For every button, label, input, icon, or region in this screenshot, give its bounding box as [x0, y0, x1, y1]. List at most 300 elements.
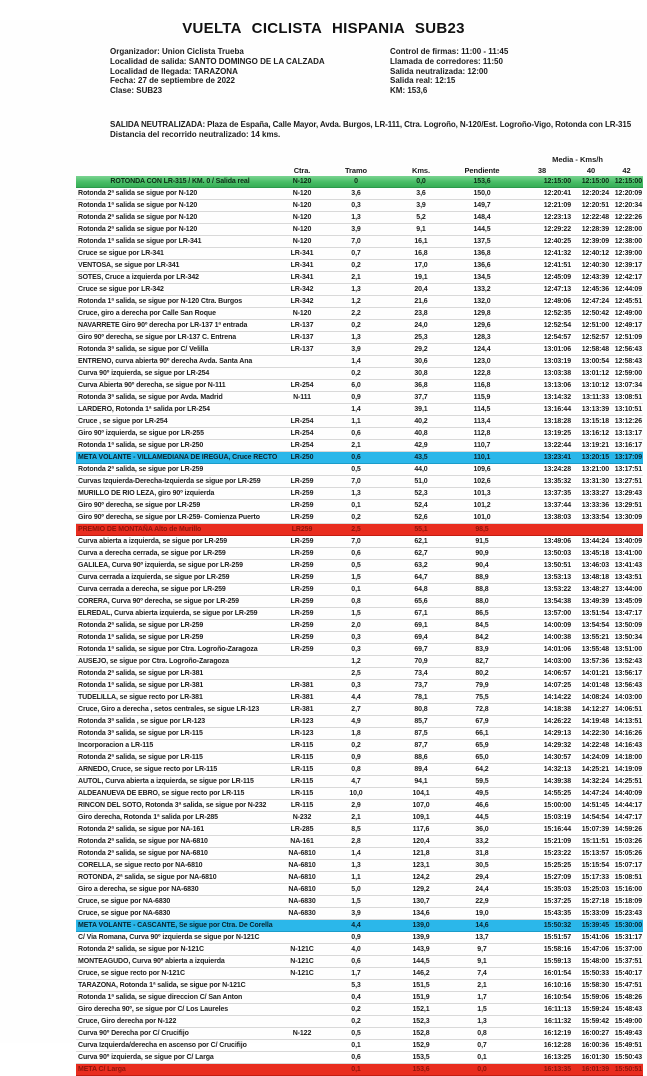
table-row [76, 572, 643, 584]
cell-pend: 114,5 [473, 405, 491, 413]
cell-t42: 15:50:43 [614, 1053, 642, 1061]
cell-pend: 1,3 [477, 1017, 487, 1025]
cell-ctra: N-121C [290, 957, 314, 965]
table-row [76, 764, 643, 776]
cell-ctra: N-120 [292, 225, 312, 233]
cell-t40: 14:08:24 [581, 693, 609, 701]
cell-t40: 13:01:12 [581, 369, 609, 377]
cell-t40: 15:15:54 [581, 861, 609, 869]
cell-ctra: LR-259 [290, 537, 314, 545]
cell-ctra: LR-342 [290, 297, 314, 305]
cell-kms: 52,6 [414, 513, 428, 521]
cell-t40: 13:13:39 [581, 405, 609, 413]
cell-t38: 15:21:09 [543, 837, 571, 845]
cell-t42: 15:37:51 [614, 957, 642, 965]
cell-kms: 30,6 [414, 357, 428, 365]
cell-t40: 15:07:39 [581, 825, 609, 833]
cell-kms: 152,9 [412, 1041, 430, 1049]
table-row [76, 200, 643, 212]
table-row [76, 800, 643, 812]
cell-tramo: 4,4 [351, 693, 361, 701]
cell-t38: 13:50:51 [543, 561, 571, 569]
table-row [76, 872, 643, 884]
cell-t42: 13:51:00 [614, 645, 642, 653]
cell-tramo: 2,5 [351, 525, 361, 533]
cell-ctra: LR-259 [290, 549, 314, 557]
cell-desc: Giro 90º izquierda, se sigue por LR-255 [78, 429, 204, 437]
table-row [76, 536, 643, 548]
table-row [76, 224, 643, 236]
cell-pend: 9,1 [477, 957, 487, 965]
cell-kms: 44,0 [414, 465, 428, 473]
race-info [0, 47, 647, 96]
cell-desc: Rotonda 2ª salida, se sigue por NA-161 [78, 825, 204, 833]
cell-t38: 12:54:57 [543, 333, 571, 341]
cell-desc: TARAZONA, Rotonda 1ª salida, se sigue por N-121C [78, 981, 246, 989]
cell-t38: 16:12:28 [543, 1041, 571, 1049]
race-info-left [110, 47, 390, 96]
cell-t38: 13:13:06 [543, 381, 571, 389]
cell-t40: 15:39:45 [581, 921, 609, 929]
cell-t42: 15:05:26 [614, 849, 642, 857]
cell-tramo: 0,3 [351, 681, 361, 689]
cell-kms: 143,9 [412, 945, 430, 953]
cell-desc: Rotonda 2ª salida, se sigue por N-121C [78, 945, 204, 953]
cell-desc: Rotonda 1ª salida, se sigue por N-120 Ctra. Burgos [78, 297, 243, 305]
cell-tramo: 0,8 [351, 765, 361, 773]
cell-t38: 15:00:00 [543, 801, 571, 809]
cell-t38: 15:23:22 [543, 849, 571, 857]
table-row [76, 332, 643, 344]
cell-t40: 13:20:15 [581, 453, 609, 461]
table-row [76, 776, 643, 788]
cell-t42: 13:13:17 [614, 429, 642, 437]
cell-t40: 16:00:27 [581, 1029, 609, 1037]
cell-t42: 13:17:51 [614, 465, 642, 473]
table-row [76, 860, 643, 872]
cell-t42: 14:18:00 [614, 753, 642, 761]
cell-t42: 13:16:17 [614, 441, 642, 449]
cell-tramo: 0,5 [351, 1029, 361, 1037]
table-row [76, 716, 643, 728]
table-row [76, 236, 643, 248]
cell-kms: 20,4 [414, 285, 428, 293]
cell-t40: 15:59:06 [581, 993, 609, 1001]
cell-pend: 88,8 [475, 585, 489, 593]
cell-t38: 15:35:03 [543, 885, 571, 893]
cell-t42: 13:44:00 [614, 585, 642, 593]
cell-t42: 12:44:09 [614, 285, 642, 293]
cell-ctra: NA-6830 [288, 909, 316, 917]
cell-kms: 63,2 [414, 561, 428, 569]
cell-desc: Cruce, se sigue por NA-6830 [78, 909, 171, 917]
table-row [76, 1016, 643, 1028]
col-header-pendiente: Pendiente [464, 165, 500, 175]
cell-pend: 122,8 [473, 369, 491, 377]
cell-t40: 14:25:21 [581, 765, 609, 773]
cell-desc: Rotonda 1ª salida, se sigue por LR-259 [78, 633, 204, 641]
cell-desc: SOTES, Cruce a izquierda por LR-342 [78, 273, 199, 281]
table-row [76, 680, 643, 692]
table-row [76, 632, 643, 644]
cell-t40: 12:52:57 [581, 333, 609, 341]
cell-desc: ENTRENO, curva abierta 90º derecha Avda. Santa Ana [78, 357, 253, 365]
cell-ctra: LR-259 [290, 585, 314, 593]
table-row [76, 1028, 643, 1040]
cell-ctra: LR-123 [290, 729, 314, 737]
cell-ctra: NA-6810 [288, 849, 316, 857]
table-row [76, 1064, 643, 1076]
cell-desc: ROTONDA CON LR-315 / KM. 0 / Salida real [110, 177, 250, 185]
table-row [76, 788, 643, 800]
cell-t38: 15:59:13 [543, 957, 571, 965]
cell-t42: 13:07:34 [614, 381, 642, 389]
cell-desc: Cruce, giro a derecha por Calle San Roque [78, 309, 216, 317]
cell-t42: 12:56:43 [614, 345, 642, 353]
cell-t40: 15:11:51 [582, 837, 609, 845]
cell-t38: 15:50:32 [543, 921, 571, 929]
table-row [76, 692, 643, 704]
cell-t38: 13:23:41 [543, 453, 571, 461]
cell-kms: 16,8 [414, 249, 428, 257]
cell-pend: 148,4 [473, 213, 491, 221]
cell-ctra: LR-381 [290, 693, 314, 701]
table-row [76, 476, 643, 488]
cell-t42: 12:15:00 [614, 177, 642, 185]
cell-kms: 3,9 [416, 201, 426, 209]
cell-t42: 15:49:00 [614, 1017, 642, 1025]
cell-t42: 12:39:00 [614, 249, 642, 257]
cell-kms: 144,5 [412, 957, 430, 965]
cell-tramo: 0,4 [351, 993, 361, 1001]
cell-pend: 80,2 [475, 669, 489, 677]
table-row [76, 1052, 643, 1064]
cell-pend: 110,7 [473, 441, 491, 449]
neutralized-route: SALIDA NEUTRALIZADA: Plaza de España, Calle Mayor, Avda. Burgos, LR-111, Ctra. Logroño, N-120/Est. Logroño-Vigo, Rotonda con LR-315 [110, 119, 632, 129]
cell-pend: 13,7 [475, 933, 489, 941]
cell-t40: 12:43:39 [581, 273, 609, 281]
cell-pend: 67,9 [475, 717, 489, 725]
cell-kms: 107,0 [412, 801, 430, 809]
cell-kms: 151,5 [412, 981, 430, 989]
cell-t42: 12:58:43 [614, 357, 642, 365]
table-row [76, 488, 643, 500]
cell-kms: 39,1 [414, 405, 428, 413]
cell-pend: 115,9 [473, 393, 491, 401]
cell-t42: 14:13:51 [614, 717, 642, 725]
cell-desc: Rotonda 1ª salida, se sigue por LR-250 [78, 441, 204, 449]
col-header-tramo: Tramo [344, 165, 367, 175]
cell-tramo: 0,8 [351, 597, 361, 605]
cell-tramo: 1,1 [351, 873, 361, 881]
cell-kms: 152,3 [412, 1017, 430, 1025]
cell-desc: AUTOL, Curva abierta a izquierda, se sigue por LR-115 [78, 777, 254, 785]
cell-ctra: LR-115 [290, 753, 314, 761]
cell-desc: NAVARRETE Giro 90º derecha por LR-137 1ª entrada [78, 321, 248, 329]
cell-kms: 51,0 [414, 477, 428, 485]
cell-t42: 13:40:09 [614, 537, 642, 545]
cell-tramo: 0,2 [351, 513, 361, 521]
cell-t38: 13:53:13 [543, 573, 571, 581]
cell-t38: 12:45:09 [543, 273, 571, 281]
cell-t42: 13:41:00 [614, 549, 642, 557]
table-row [76, 932, 643, 944]
cell-desc: Curva 90º izquierda, se sigue por LR-254 [78, 369, 210, 377]
cell-t42: 14:06:51 [614, 705, 642, 713]
cell-t42: 13:10:51 [614, 405, 642, 413]
cell-desc: Giro 90º derecha, se sigue por LR-259 [78, 501, 201, 509]
cell-tramo: 1,5 [351, 897, 361, 905]
cell-ctra: LR-341 [290, 249, 314, 257]
cell-desc: Curva 90º izquierda, se sigue por C/ Larga [78, 1053, 214, 1061]
cell-tramo: 0,6 [351, 1053, 361, 1061]
cell-t42: 13:30:09 [614, 513, 642, 521]
cell-ctra: N-120 [292, 189, 312, 197]
cell-kms: 5,2 [416, 213, 426, 221]
cell-ctra: N-120 [292, 309, 312, 317]
table-row [76, 248, 643, 260]
cell-desc: AUSEJO, se sigue por Ctra. Logroño-Zaragoza [78, 657, 229, 665]
cell-t40: 15:59:24 [581, 1005, 609, 1013]
cell-t38: 14:39:38 [543, 777, 571, 785]
cell-ctra: LR-259 [290, 645, 314, 653]
cell-tramo: 7,0 [351, 477, 361, 485]
cell-pend: 86,5 [475, 609, 489, 617]
cell-kms: 87,5 [414, 729, 428, 737]
cell-t38: 15:43:35 [543, 909, 571, 917]
cell-t42: 13:17:09 [614, 453, 642, 461]
cell-kms: 152,1 [412, 1005, 430, 1013]
cell-kms: 65,6 [414, 597, 428, 605]
cell-t40: 14:12:27 [581, 705, 609, 713]
cell-t38: 12:52:35 [543, 309, 571, 317]
cell-pend: 0,0 [477, 1065, 487, 1073]
table-row [76, 272, 643, 284]
cell-tramo: 8,5 [351, 825, 361, 833]
cell-t38: 13:14:32 [543, 393, 571, 401]
cell-t38: 12:20:41 [543, 189, 571, 197]
cell-tramo: 0,7 [351, 249, 361, 257]
cell-pend: 1,7 [477, 993, 487, 1001]
col-header-ctra: Ctra. [293, 165, 311, 175]
cell-t38: 14:03:00 [543, 657, 571, 665]
cell-ctra: NA-6810 [288, 885, 316, 893]
cell-t40: 13:15:18 [581, 417, 609, 425]
cell-t38: 16:10:54 [543, 993, 571, 1001]
cell-kms: 62,7 [414, 549, 428, 557]
cell-desc: Rotonda 2ª salida, se sigue por LR-115 [78, 753, 203, 761]
cell-desc: META VOLANTE - CASCANTE, Se sigue por Ctra. De Corella [78, 921, 273, 929]
cell-t42: 14:47:17 [614, 813, 642, 821]
cell-t40: 12:15:00 [581, 177, 609, 185]
table-row [76, 944, 643, 956]
cell-t42: 13:56:17 [614, 669, 642, 677]
cell-pend: 112,8 [473, 429, 491, 437]
cell-tramo: 3,6 [351, 189, 361, 197]
cell-desc: Rotonda 1ª salida, se sigue direccion C/ San Anton [78, 993, 243, 1001]
cell-desc: Giro 90º derecha, se sigue por LR-259- Comienza Puerto [78, 513, 260, 521]
cell-t40: 12:51:00 [581, 321, 609, 329]
cell-t40: 13:19:21 [581, 441, 609, 449]
info-real-start: Salida real: 12:15 [390, 76, 456, 86]
cell-t42: 12:20:09 [614, 189, 642, 197]
cell-t38: 13:16:44 [543, 405, 571, 413]
cell-pend: 116,8 [473, 381, 491, 389]
cell-t42: 13:27:51 [614, 477, 642, 485]
table-row [76, 752, 643, 764]
cell-t38: 13:38:03 [543, 513, 571, 521]
cell-tramo: 0,2 [351, 261, 361, 269]
table-row [76, 740, 643, 752]
cell-ctra: LR-115 [290, 765, 314, 773]
table-row [76, 380, 643, 392]
cell-t38: 13:57:00 [543, 609, 571, 617]
cell-t38: 13:49:06 [543, 537, 571, 545]
cell-desc: Rotonda 2ª salida, se sigue por NA-6810 [78, 849, 208, 857]
cell-t42: 15:16:00 [614, 885, 642, 893]
cell-pend: 136,6 [473, 261, 491, 269]
cell-desc: Giro 90º derecha, se sigue por LR-137 C. Entrena [78, 333, 237, 341]
cell-t42: 15:23:43 [614, 909, 642, 917]
cell-ctra: LR-259 [290, 621, 314, 629]
cell-pend: 129,8 [473, 309, 491, 317]
cell-t42: 15:48:26 [614, 993, 642, 1001]
cell-kms: 30,8 [414, 369, 428, 377]
cell-desc: META VOLANTE - VILLAMEDIANA DE IREGUA, Cruce RECTO [78, 453, 278, 461]
col-header-42: 42 [622, 165, 631, 175]
cell-t40: 13:33:36 [581, 501, 609, 509]
cell-tramo: 1,5 [351, 573, 361, 581]
cell-t40: 14:24:09 [581, 753, 609, 761]
cell-ctra: LR-254 [290, 381, 314, 389]
cell-pend: 132,0 [473, 297, 491, 305]
cell-pend: 0,8 [477, 1029, 487, 1037]
cell-desc: Rotonda 3ª salida, se sigue por LR-115 [78, 729, 203, 737]
cell-pend: 9,7 [477, 945, 487, 953]
cell-desc: PREMIO DE MONTAÑA Alto de Murillo [78, 525, 202, 533]
cell-kms: 36,8 [414, 381, 428, 389]
cell-kms: 69,4 [414, 633, 428, 641]
cell-pend: 123,0 [473, 357, 491, 365]
table-row [76, 1040, 643, 1052]
cell-tramo: 0,6 [351, 957, 361, 965]
cell-t40: 12:28:39 [581, 225, 609, 233]
cell-tramo: 7,0 [351, 537, 361, 545]
cell-ctra: LR-115 [290, 777, 314, 785]
cell-tramo: 7,0 [351, 237, 361, 245]
cell-desc: Rotonda 1ª salida, se sigue por Ctra. Logroño-Zaragoza [78, 645, 258, 653]
table-row [76, 440, 643, 452]
cell-t40: 13:48:27 [581, 585, 609, 593]
cell-tramo: 2,0 [351, 621, 361, 629]
cell-kms: 73,4 [414, 669, 428, 677]
cell-t38: 12:52:54 [543, 321, 571, 329]
cell-tramo: 2,2 [351, 309, 361, 317]
cell-desc: Curva Abierta 90º derecha, se sigue por N-111 [78, 381, 226, 389]
cell-t42: 12:59:00 [614, 369, 642, 377]
cell-t40: 15:58:30 [581, 981, 609, 989]
cell-kms: 153,5 [412, 1053, 430, 1061]
cell-t38: 13:54:38 [543, 597, 571, 605]
table-row [76, 1004, 643, 1016]
cell-pend: 90,4 [475, 561, 489, 569]
cell-desc: LARDERO, Rotonda 1ª salida por LR-254 [78, 405, 210, 413]
table-row [76, 956, 643, 968]
table-row [76, 524, 643, 536]
cell-desc: Rotonda 1ª salida, se sigue por LR-381 [78, 681, 204, 689]
table-row [76, 608, 643, 620]
cell-pend: 90,9 [475, 549, 489, 557]
cell-pend: 88,9 [475, 573, 489, 581]
table-row [76, 596, 643, 608]
cell-pend: 59,5 [475, 777, 489, 785]
cell-pend: 65,0 [475, 753, 489, 761]
cell-tramo: 5,0 [351, 885, 361, 893]
cell-desc: Cruce, se sigue recto por N-121C [78, 969, 185, 977]
info-date: Fecha: 27 de septiembre de 2022 [110, 76, 235, 86]
cell-desc: Rotonda 2ª salida, se sigue por LR-381 [78, 669, 204, 677]
cell-tramo: 1,4 [351, 849, 361, 857]
cell-kms: 85,7 [414, 717, 428, 725]
cell-t40: 13:55:21 [581, 633, 609, 641]
cell-t42: 15:31:17 [614, 933, 642, 941]
cell-desc: Rotonda 3ª salida , se sigue por LR-123 [78, 717, 206, 725]
cell-kms: 69,1 [414, 621, 428, 629]
cell-tramo: 1,2 [351, 657, 361, 665]
table-row [76, 260, 643, 272]
table-row [76, 452, 643, 464]
cell-kms: 73,7 [414, 681, 428, 689]
cell-ctra: N-120 [292, 201, 312, 209]
col-header-38: 38 [537, 165, 547, 175]
cell-t40: 13:31:30 [581, 477, 609, 485]
cell-t40: 13:10:12 [581, 381, 609, 389]
cell-ctra: LR-381 [290, 705, 314, 713]
cell-desc: CORERA, Curva 90º derecha, se sigue por LR-259 [78, 597, 239, 605]
cell-t38: 14:07:25 [543, 681, 571, 689]
cell-kms: 9,1 [416, 225, 426, 233]
cell-t38: 16:10:16 [543, 981, 571, 989]
cell-kms: 55,1 [414, 525, 428, 533]
table-row [76, 548, 643, 560]
cell-t42: 12:49:17 [614, 321, 642, 329]
col-header-kms: Kms. [412, 165, 430, 175]
cell-t40: 16:00:36 [581, 1041, 609, 1049]
cell-tramo: 0,2 [351, 1017, 361, 1025]
cell-kms: 123,1 [412, 861, 430, 869]
cell-ctra: N-120 [292, 213, 312, 221]
cell-tramo: 1,3 [351, 285, 361, 293]
table-row [76, 416, 643, 428]
cell-t38: 14:06:57 [543, 669, 571, 677]
cell-desc: Rotonda 2ª salida, se sigue por NA-6810 [78, 837, 208, 845]
cell-ctra: LR-115 [290, 801, 314, 809]
cell-kms: 121,8 [412, 849, 430, 857]
cell-t40: 15:25:03 [581, 885, 609, 893]
cell-pend: 46,6 [475, 801, 489, 809]
cell-pend: 149,7 [473, 201, 491, 209]
cell-t42: 14:59:26 [614, 825, 642, 833]
info-neutral-start: Salida neutralizada: 12:00 [390, 66, 488, 76]
cell-pend: 44,5 [475, 813, 489, 821]
cell-desc: Curva cerrada a izquierda, se sigue por LR-259 [78, 573, 230, 581]
table-row [76, 620, 643, 632]
cell-pend: 49,5 [475, 789, 489, 797]
cell-ctra: LR-342 [290, 285, 314, 293]
cell-pend: 72,8 [475, 705, 489, 713]
cell-desc: Rotonda 2ª salida se sigue por N-120 [78, 189, 198, 197]
cell-pend: 88,0 [475, 597, 489, 605]
